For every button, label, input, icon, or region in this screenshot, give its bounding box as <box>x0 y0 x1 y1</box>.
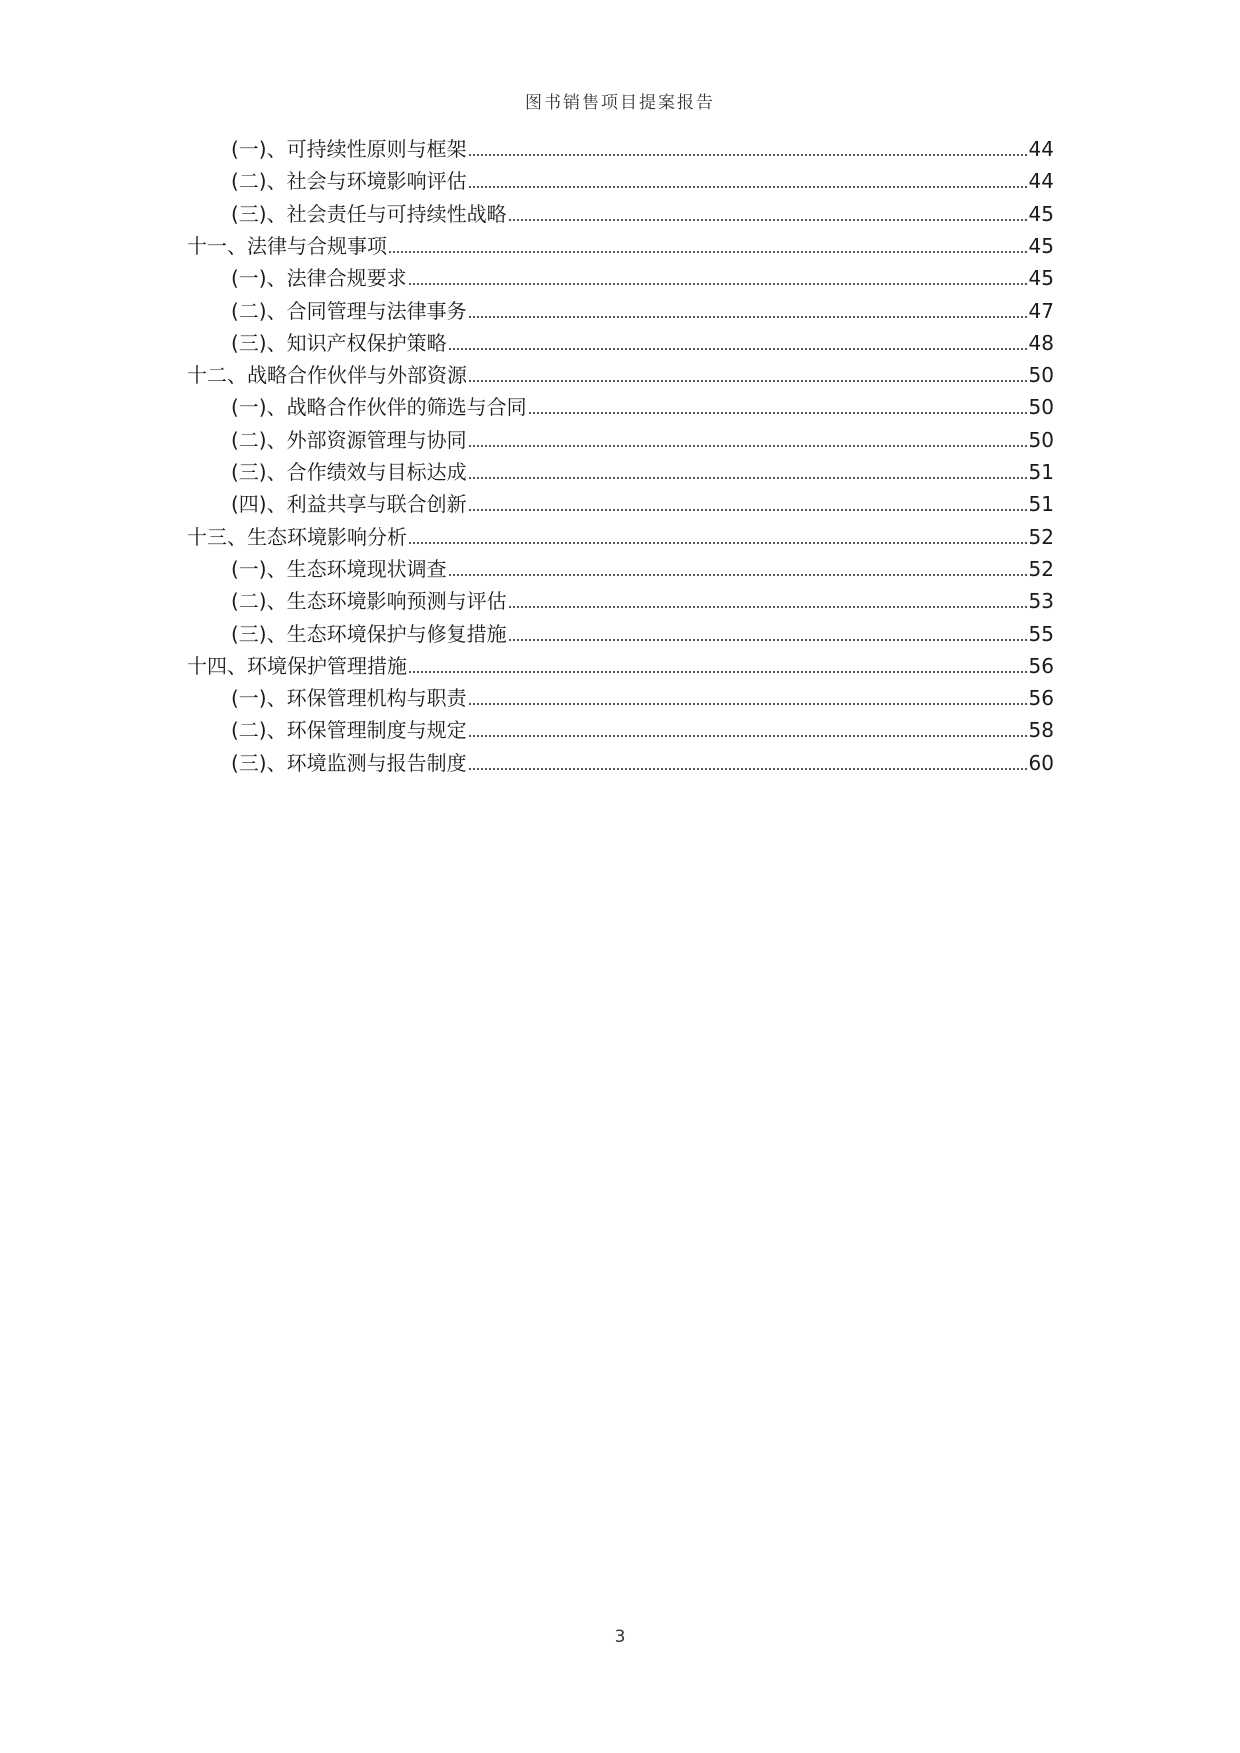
dot-leader <box>469 186 1027 188</box>
toc-entry[interactable] <box>231 388 1054 420</box>
dot-leader <box>469 735 1027 737</box>
toc-entry[interactable] <box>231 550 1054 582</box>
toc-entry-title: (二)、生态环境影响预测与评估 <box>231 589 507 614</box>
toc-entry-title: 十二、战略合作伙伴与外部资源 <box>187 363 467 388</box>
toc-entry-title: (一)、环保管理机构与职责 <box>231 686 467 711</box>
dot-leader <box>389 251 1027 253</box>
dot-leader <box>469 768 1027 770</box>
toc-entry[interactable] <box>231 259 1054 291</box>
toc-entry-title: (三)、生态环境保护与修复措施 <box>231 621 507 646</box>
dot-leader <box>449 574 1027 576</box>
dot-leader <box>509 639 1027 641</box>
dot-leader <box>469 154 1027 156</box>
toc-entry[interactable] <box>187 647 1054 679</box>
dot-leader <box>509 606 1027 608</box>
toc-entry-title: (三)、社会责任与可持续性战略 <box>231 201 507 226</box>
toc-entry[interactable] <box>231 711 1054 743</box>
toc-entry[interactable] <box>231 421 1054 453</box>
toc-entry[interactable] <box>187 356 1054 388</box>
dot-leader <box>509 219 1027 221</box>
dot-leader <box>469 703 1027 705</box>
toc-entry[interactable] <box>231 582 1054 614</box>
toc-entry-page: 51 <box>1028 460 1054 484</box>
dot-leader <box>449 348 1027 350</box>
toc-entry-page: 50 <box>1028 395 1054 420</box>
toc-entry-page: 56 <box>1028 653 1054 678</box>
toc-entry[interactable] <box>231 324 1054 356</box>
toc-entry[interactable] <box>231 453 1054 485</box>
dot-leader <box>469 380 1027 382</box>
dot-leader <box>409 542 1027 544</box>
toc-entry-page: 44 <box>1028 137 1054 161</box>
toc-entry[interactable] <box>231 744 1054 776</box>
toc-entry-page: 52 <box>1028 524 1054 549</box>
toc-entry-page: 45 <box>1028 266 1054 291</box>
toc-entry-title: (二)、环保管理制度与规定 <box>231 718 467 743</box>
toc-entry-page: 55 <box>1028 621 1054 646</box>
toc-entry-page: 52 <box>1028 556 1054 581</box>
dot-leader <box>469 509 1027 511</box>
toc-entry-page: 45 <box>1028 233 1054 258</box>
toc-entry-title: 十三、生态环境影响分析 <box>187 524 407 549</box>
toc-entry-title: (一)、法律合规要求 <box>231 266 407 291</box>
dot-leader <box>529 412 1027 414</box>
toc-entry-page: 51 <box>1028 492 1054 517</box>
toc-entry-page: 47 <box>1028 298 1054 323</box>
toc-entry-title: (三)、知识产权保护策略 <box>231 330 447 355</box>
toc-entry-page: 44 <box>1028 169 1054 194</box>
toc-entry[interactable] <box>231 130 1054 162</box>
dot-leader <box>469 316 1027 318</box>
toc-entry-page: 56 <box>1028 686 1054 711</box>
toc-entry-page: 50 <box>1028 427 1054 452</box>
running-header: 图书销售项目提案报告 <box>525 93 715 113</box>
toc-entry-page: 48 <box>1028 330 1054 355</box>
toc-entry-page: 45 <box>1028 201 1054 226</box>
dot-leader <box>469 477 1027 479</box>
toc-entry-title: (二)、社会与环境影响评估 <box>231 169 467 194</box>
toc-entry[interactable] <box>231 195 1054 227</box>
toc-entry-title: (一)、生态环境现状调查 <box>231 556 447 581</box>
toc-entry-title: 十四、环境保护管理措施 <box>187 653 407 678</box>
toc-entry[interactable] <box>231 485 1054 517</box>
toc-entry[interactable] <box>187 518 1054 550</box>
toc-entry[interactable] <box>231 679 1054 711</box>
toc-entry-title: 十一、法律与合规事项 <box>187 233 387 258</box>
toc-entry-title: (二)、外部资源管理与协同 <box>231 427 467 452</box>
toc-entry[interactable] <box>187 227 1054 259</box>
dot-leader <box>409 671 1027 673</box>
dot-leader <box>469 445 1027 447</box>
toc-entry-title: (一)、战略合作伙伴的筛选与合同 <box>231 395 527 420</box>
dot-leader <box>409 283 1027 285</box>
toc-entry-title: (一)、可持续性原则与框架 <box>231 137 467 161</box>
toc-entry-page: 58 <box>1028 718 1054 743</box>
page-number: 3 <box>614 1627 626 1647</box>
toc-entry[interactable] <box>231 162 1054 194</box>
toc-entry-page: 60 <box>1028 750 1054 775</box>
toc-entry[interactable] <box>231 292 1054 324</box>
toc-entry-title: (三)、环境监测与报告制度 <box>231 750 467 775</box>
toc-entry-title: (二)、合同管理与法律事务 <box>231 298 467 323</box>
toc-entry-title: (四)、利益共享与联合创新 <box>231 492 467 517</box>
toc-entry-title: (三)、合作绩效与目标达成 <box>231 460 467 484</box>
toc-entry-page: 50 <box>1028 363 1054 388</box>
toc-entry-page: 53 <box>1028 589 1054 614</box>
toc-entry[interactable] <box>231 615 1054 647</box>
